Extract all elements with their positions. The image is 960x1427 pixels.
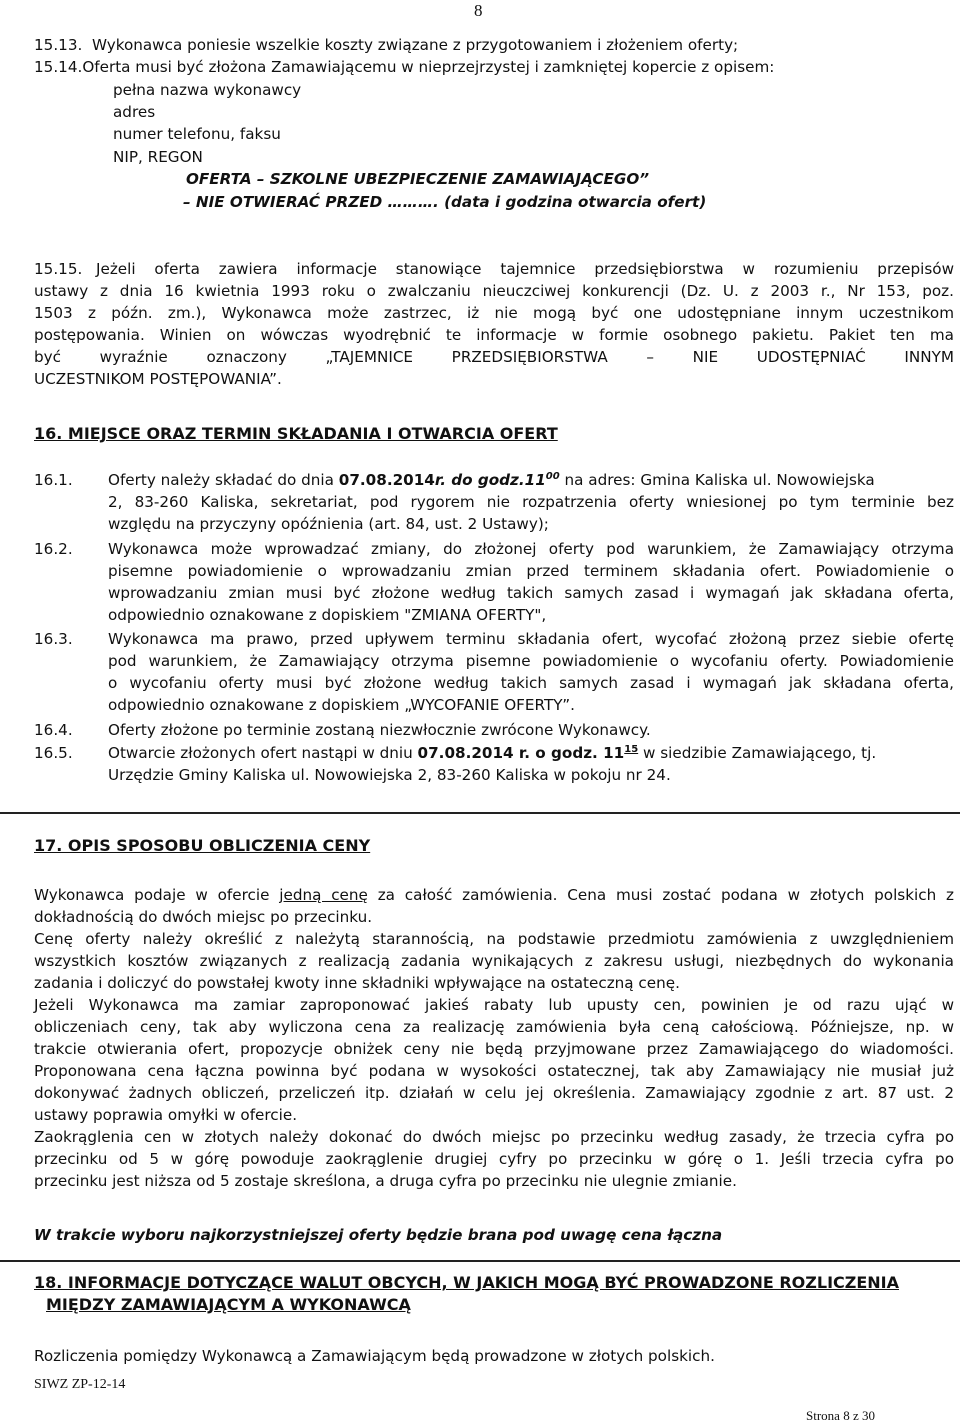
text-line: o wycofaniu oferty musi być złożone według takich samych zasad i wymagań jak składana oferta, <box>108 674 954 692</box>
clause-number: 15.13. <box>34 36 83 54</box>
clause-15-15-number: 15.15. <box>34 260 83 278</box>
text-line: trakcie otwierania ofert, propozycje obniżek ceny nie będą przyjmowane przez Zamawiającego do wiadomości. <box>34 1040 954 1058</box>
text-line: postępowania. Winien on wówczas wyodrębnić te informacje w formie osobnego pakietu. Pakiet ten ma <box>34 326 954 344</box>
text-line: wprowadzaniu zmian musi być złożone według takich samych zasad i wymagań jak składana oferta, <box>108 584 954 602</box>
text-line: odpowiednio oznakowane z dopiskiem "ZMIANA OFERTY", <box>108 606 547 624</box>
clause-16-5-number: 16.5. <box>34 744 73 762</box>
text-line: Urzędzie Gminy Kaliska ul. Nowowiejska 2, 83-260 Kaliska w pokoju nr 24. <box>108 766 671 784</box>
opening-date: 07.08.2014 r. o godz. 11 <box>417 744 625 762</box>
section-divider <box>0 812 960 814</box>
heading-line: MIĘDZY ZAMAWIAJĄCYM A WYKONAWCĄ <box>46 1295 411 1314</box>
text-line: zadania i doliczyć do powstałej kwoty inne składniki wpływające na ostateczną cenę. <box>34 974 680 992</box>
deadline-hour-label: r. do godz. <box>434 471 525 489</box>
section-17-body <box>34 884 954 1192</box>
text-line: dokładnością do dwóch miejsc po przecinku. <box>34 908 373 926</box>
text-line: Wykonawca może wprowadzać zmiany, do złożonej oferty pod warunkiem, że Zamawiający otrzyma <box>108 540 954 558</box>
footer-reference: SIWZ ZP-12-14 <box>34 1377 126 1392</box>
clause-text: w siedzibie Zamawiającego, tj. <box>638 744 877 762</box>
clause-16-3-number: 16.3. <box>34 630 73 648</box>
text-line: UCZESTNIKOM POSTĘPOWANIA”. <box>34 370 282 388</box>
deadline-hour: 11 <box>524 471 546 489</box>
section-divider <box>0 1260 960 1262</box>
envelope-item-phone: numer telefonu, faksu <box>113 125 281 143</box>
section-16-heading: 16. MIEJSCE ORAZ TERMIN SKŁADANIA I OTWARCIA OFERT <box>34 424 558 443</box>
clause-15-14 <box>34 56 774 78</box>
clause-text: Otwarcie złożonych ofert nastąpi w dniu <box>108 744 418 762</box>
envelope-item-address: adres <box>113 103 156 121</box>
text-line: pod warunkiem, że Zamawiający otrzyma pisemne powiadomienie o wycofaniu oferty. Powiadomienie <box>108 652 954 670</box>
text-line: być wyraźnie oznaczony „TAJEMNICE PRZEDSIĘBIORSTWA – NIE UDOSTĘPNIAĆ INNYM <box>34 348 954 366</box>
opening-minutes: 15 <box>624 744 639 755</box>
single-price-phrase: jedną cenę <box>279 886 368 904</box>
clause-16-5 <box>108 742 954 786</box>
clause-text: Wykonawca poniesie wszelkie koszty związane z przygotowaniem i złożeniem oferty; <box>91 36 739 54</box>
clause-16-1-number: 16.1. <box>34 471 73 489</box>
clause-16-1 <box>108 469 954 535</box>
clause-16-2-number: 16.2. <box>34 540 73 558</box>
text-line: dokonywać żadnych obliczeń, przeliczeń itp. działań w celu jej określenia. Zamawiający zgodnie z art. 87 ust. 2 <box>34 1084 954 1102</box>
text-line: przecinku jest niższa od 5 zostaje skreślona, a druga cyfra po przecinku nie ulegnie zmianie. <box>34 1172 737 1190</box>
section-17-heading: 17. OPIS SPOSOBU OBLICZENIA CENY <box>34 836 371 855</box>
text-line: Jeżeli oferta zawiera informacje stanowiące tajemnice przedsiębiorstwa w rozumieniu przepisów <box>96 260 954 278</box>
clause-16-4-number: 16.4. <box>34 721 73 739</box>
clause-text: Oferta musi być złożona Zamawiającemu w nieprzejrzystej i zamkniętej kopercie z opisem: <box>82 58 775 76</box>
section-18-text: Rozliczenia pomiędzy Wykonawcą a Zamawiającym będą prowadzone w złotych polskich. <box>34 1347 715 1365</box>
clause-16-4: Oferty złożone po terminie zostaną niezwłocznie zwrócone Wykonawcy. <box>108 721 651 739</box>
text-line: Wykonawca ma prawo, przed upływem terminu składania ofert, wycofać złożoną przez siebie ofertę <box>108 630 954 648</box>
text-line: wszystkich kosztów związanych z realizacją zadania wynikających z zakresu usługi, niezbędnych do wykonania <box>34 952 954 970</box>
text-line: przecinku od 5 w górę powoduje zaokrąglenie drugiej cyfry po przecinku w górę o 1. Jeśli trzecia cyfra po <box>34 1150 954 1168</box>
text-line: 2, 83-260 Kaliska, sekretariat, pod rygorem nie rozpatrzenia oferty wniesionej po tym terminie bez <box>108 493 954 511</box>
clause-15-13 <box>34 34 738 56</box>
clause-16-2 <box>108 538 954 626</box>
clause-15-15 <box>34 258 954 390</box>
text-line: względu na przyczyny opóźnienia (art. 84, ust. 2 Ustawy); <box>108 515 549 533</box>
text-line: Jeżeli Wykonawca ma zamiar zaproponować jakieś rabaty lub upusty cen, powinien je od razu ująć w <box>34 996 954 1014</box>
envelope-label-line1: OFERTA – SZKOLNE UBEZPIECZENIE ZAMAWIAJĄCEGO” <box>186 170 650 188</box>
footer-page-indicator: Strona 8 z 30 <box>806 1408 875 1423</box>
text-line: 1503 z późn. zm.), Wykonawca może zastrzec, iż nie mogą być one udostępniane innym uczestnikom <box>34 304 954 322</box>
deadline-minutes: 00 <box>545 471 560 482</box>
deadline-date: 07.08.2014 <box>338 471 435 489</box>
clause-text: za całość zamówienia. Cena musi zostać podana w złotych polskich z <box>367 886 954 904</box>
clause-text: Oferty należy składać do dnia <box>108 471 339 489</box>
text-line: odpowiednio oznakowane z dopiskiem „WYCOFANIE OFERTY”. <box>108 696 575 714</box>
text-line: obliczeniach ceny, tak aby wyliczona cena za realizację zamówienia była ceną całościową. Późniejsze, np. w <box>34 1018 954 1036</box>
text-line: Proponowana cena łączna powinna być podana w wysokości ostatecznej, tak aby Zamawiający nie musiał już <box>34 1062 954 1080</box>
section-18-heading <box>34 1272 899 1316</box>
clause-16-3 <box>108 628 954 716</box>
clause-number: 15.14. <box>34 58 83 76</box>
text-line: Cenę oferty należy określić z należytą starannością, na podstawie przedmiotu zamówienia z uwzględnieniem <box>34 930 954 948</box>
page-number: 8 <box>474 1 483 20</box>
text-line <box>34 884 954 906</box>
envelope-item-name: pełna nazwa wykonawcy <box>113 81 302 99</box>
clause-text: na adres: Gmina Kaliska ul. Nowowiejska <box>559 471 875 489</box>
text-line: pisemne powiadomienie o wprowadzaniu zmian przed terminem składania ofert. Powiadomienie o <box>108 562 954 580</box>
text-line: Zaokrąglenia cen w złotych należy dokonać do dwóch miejsc po przecinku według zasady, że trzecia cyfra po <box>34 1128 954 1146</box>
section-17-emphasis: W trakcie wyboru najkorzystniejszej oferty będzie brana pod uwagę cena łączna <box>34 1226 723 1244</box>
envelope-label-line2: – NIE OTWIERAĆ PRZED ………. (data i godzina otwarcia ofert) <box>183 193 707 211</box>
envelope-item-nip: NIP, REGON <box>113 148 203 166</box>
heading-line: 18. INFORMACJE DOTYCZĄCE WALUT OBCYCH, W JAKICH MOGĄ BYĆ PROWADZONE ROZLICZENIA <box>34 1273 900 1292</box>
text-line: ustawy poprawia omyłki w ofercie. <box>34 1106 298 1124</box>
clause-text: Wykonawca podaje w ofercie <box>34 886 280 904</box>
text-line: ustawy z dnia 16 kwietnia 1993 roku o zwalczaniu nieuczciwej konkurencji (Dz. U. z 2003 r., Nr 153, poz. <box>34 282 954 300</box>
